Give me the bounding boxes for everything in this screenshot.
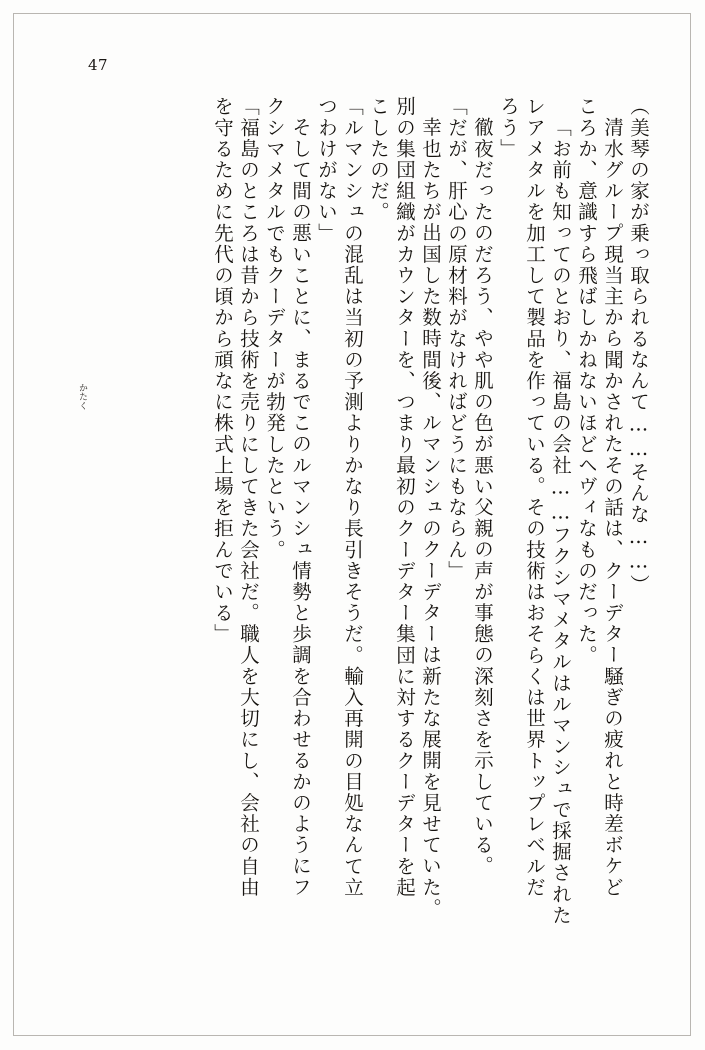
text-column: 幸也たちが出国した数時間後、ルマンシュのクーデターは新たな展開を見せていた。 <box>419 117 442 919</box>
text-column: レアメタルを加工して製品を作っている。その技術はおそらくは世界トップレベルだ <box>523 96 546 898</box>
text-column: クシマメタルでもクーデターが勃発したという。 <box>263 96 286 561</box>
text-column: こしたのだ。 <box>367 96 390 223</box>
text-column: 別の集団組織がカウンターを、つまり最初のクーデター集団に対するクーデターを起 <box>393 96 416 898</box>
text-column: つわけがない」 <box>315 96 338 244</box>
ruby-annotation: かたく <box>77 383 87 410</box>
text-column-with-ruby: を守るために先代の頃から頑なに株式上場を拒んでいる」 <box>211 96 234 645</box>
text-column: そして間の悪いことに、まるでこのルマンシュ情勢と歩調を合わせるかのようにフ <box>289 117 312 898</box>
vertical-text-body <box>58 96 648 976</box>
text-column: 「福島のところは昔から技術を売りにしてきた会社だ。職人を大切にし、会社の自由 <box>237 96 260 898</box>
text-column: 清水グループ現当主から聞かされたその話は、クーデター騒ぎの疲れと時差ボケど <box>601 117 624 898</box>
text-column: 「ルマンシュの混乱は当初の予測よりかなり長引きそうだ。輸入再開の目処なんて立 <box>341 96 364 898</box>
text-column: 「お前も知ってのとおり、福島の会社……フクシマメタルはルマンシュで採掘された <box>549 117 572 926</box>
text-column: ろう」 <box>497 96 520 160</box>
text-column: 徹夜だったのだろう、やや肌の色が悪い父親の声が事態の深刻さを示している。 <box>471 117 494 877</box>
text-column: 「だが、肝心の原材料がなければどうにもならん」 <box>445 96 468 582</box>
text-column: （美琴の家が乗っ取られるなんて……そんな……） <box>627 96 650 596</box>
page-number: 47 <box>88 56 109 74</box>
text-column: ころか、意識すら飛ばしかねないほどヘヴィなものだった。 <box>575 96 598 666</box>
